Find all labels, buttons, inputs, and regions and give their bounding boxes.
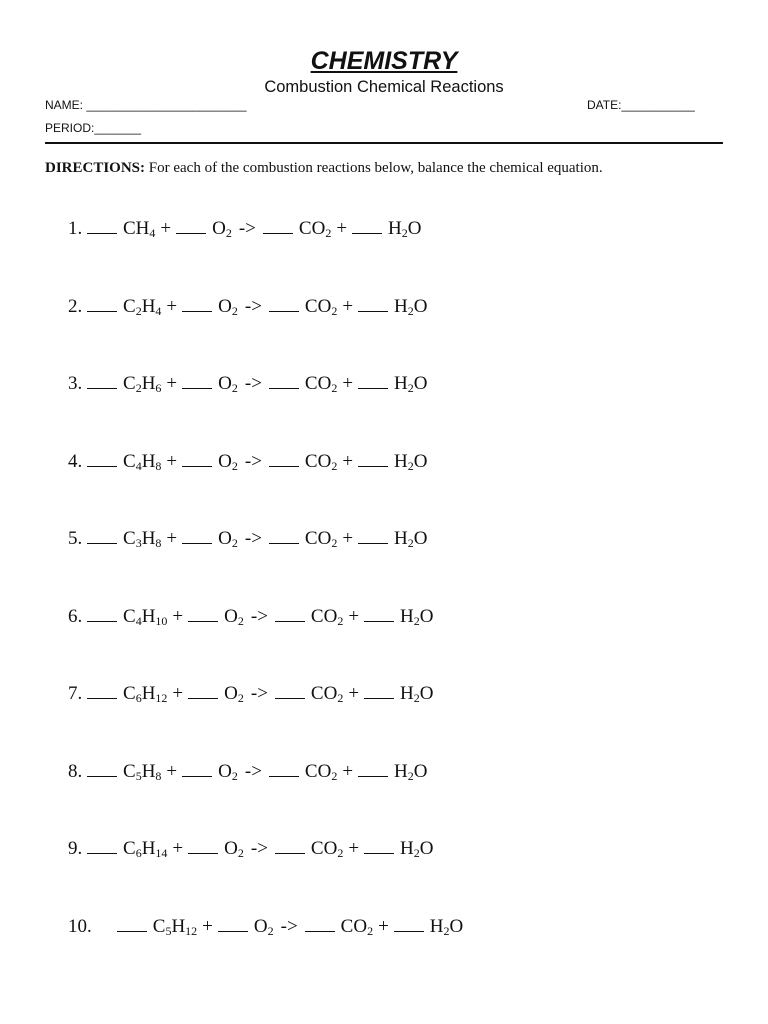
fuel-formula xyxy=(123,606,167,627)
equation-row xyxy=(68,682,434,706)
element-symbol: O xyxy=(419,683,434,704)
element-symbol: C xyxy=(152,915,166,937)
coefficient-blank[interactable] xyxy=(358,373,388,389)
coefficient-blank[interactable] xyxy=(352,218,382,234)
element-symbol: CO xyxy=(304,760,332,782)
coefficient-blank[interactable] xyxy=(87,218,117,234)
equation-row xyxy=(68,837,434,861)
element-symbol: O xyxy=(218,373,232,394)
page-subtitle: Combustion Chemical Reactions xyxy=(264,78,504,96)
plus-sign: + xyxy=(172,683,184,704)
element-symbol: H xyxy=(141,373,156,394)
coefficient-blank[interactable] xyxy=(188,838,218,854)
yields-arrow: -> xyxy=(244,373,262,394)
subscript: 2 xyxy=(267,923,274,938)
coefficient-blank[interactable] xyxy=(305,916,335,932)
coefficient-blank[interactable] xyxy=(182,296,212,312)
subscript: 2 xyxy=(413,691,420,705)
element-symbol: H xyxy=(141,450,156,472)
carbon-dioxide-formula xyxy=(311,606,343,627)
water-formula xyxy=(400,838,433,859)
plus-sign: + xyxy=(202,915,213,937)
water-formula xyxy=(400,683,433,704)
carbon-dioxide-formula xyxy=(305,761,337,782)
element-symbol: H xyxy=(141,760,156,782)
equation-row xyxy=(68,450,428,474)
equation-row xyxy=(68,527,428,551)
subscript: 6 xyxy=(135,846,142,860)
plus-sign: + xyxy=(342,295,354,317)
element-symbol: CO xyxy=(310,683,338,704)
subscript: 2 xyxy=(407,303,414,318)
yields-arrow: -> xyxy=(244,760,262,782)
element-symbol: O xyxy=(413,295,428,317)
fuel-formula xyxy=(123,683,167,704)
element-symbol: O xyxy=(224,605,238,627)
plus-sign: + xyxy=(342,760,354,782)
plus-sign: + xyxy=(378,915,389,937)
page-title: CHEMISTRY xyxy=(310,47,458,75)
coefficient-blank[interactable] xyxy=(182,761,212,777)
coefficient-blank[interactable] xyxy=(182,373,212,389)
water-formula xyxy=(388,218,421,239)
name-field[interactable]: NAME: ________________________ xyxy=(45,98,247,112)
coefficient-blank[interactable] xyxy=(188,606,218,622)
coefficient-blank[interactable] xyxy=(358,451,388,467)
element-symbol: H xyxy=(394,295,408,317)
equation-row xyxy=(68,605,434,629)
subscript: 2 xyxy=(401,226,408,240)
directions-label: DIRECTIONS: xyxy=(45,160,146,176)
subscript: 2 xyxy=(231,381,238,395)
coefficient-blank[interactable] xyxy=(364,683,394,699)
water-formula xyxy=(394,296,427,317)
element-symbol: H xyxy=(394,450,408,472)
equation-row xyxy=(68,217,422,241)
element-symbol: CO xyxy=(304,373,332,394)
water-formula xyxy=(394,761,427,782)
plus-sign: + xyxy=(342,373,354,394)
fuel-formula xyxy=(123,528,161,549)
equation-number: 7. xyxy=(68,683,83,704)
equation-number: 3. xyxy=(68,373,83,394)
subscript: 2 xyxy=(237,846,244,860)
element-symbol: C xyxy=(123,295,136,317)
coefficient-blank[interactable] xyxy=(87,296,117,312)
element-symbol: CO xyxy=(304,450,332,472)
subscript: 2 xyxy=(413,846,420,860)
yields-arrow: -> xyxy=(244,295,262,317)
element-symbol: O xyxy=(212,218,226,239)
subscript: 2 xyxy=(337,613,344,628)
coefficient-blank[interactable] xyxy=(176,218,206,234)
coefficient-blank[interactable] xyxy=(188,683,218,699)
fuel-formula xyxy=(123,761,161,782)
coefficient-blank[interactable] xyxy=(358,761,388,777)
equation-number: 8. xyxy=(68,760,83,782)
subscript: 14 xyxy=(155,846,168,860)
element-symbol: CO xyxy=(310,838,338,859)
element-symbol: O xyxy=(218,760,232,782)
element-symbol: O xyxy=(413,760,428,782)
plus-sign: + xyxy=(160,218,172,239)
coefficient-blank[interactable] xyxy=(269,451,299,467)
element-symbol: H xyxy=(394,528,408,549)
element-symbol: O xyxy=(224,683,238,704)
yields-arrow: -> xyxy=(238,218,256,239)
directions-text: For each of the combustion reactions below, balance the chemical equation. xyxy=(148,160,603,176)
element-symbol: H xyxy=(141,838,156,859)
element-symbol: C xyxy=(123,373,136,394)
yields-arrow: -> xyxy=(250,605,268,627)
plus-sign: + xyxy=(166,373,178,394)
subscript: 2 xyxy=(367,923,374,938)
plus-sign: + xyxy=(166,760,178,782)
element-symbol: C xyxy=(123,683,136,704)
subscript: 2 xyxy=(135,303,142,318)
subscript: 2 xyxy=(407,536,414,550)
oxygen-formula xyxy=(218,761,238,782)
element-symbol: CH xyxy=(123,218,150,239)
element-symbol: O xyxy=(407,218,422,239)
coefficient-blank[interactable] xyxy=(269,761,299,777)
subscript: 12 xyxy=(155,691,168,705)
equation-row xyxy=(68,760,428,784)
coefficient-blank[interactable] xyxy=(87,838,117,854)
subscript: 2 xyxy=(331,381,338,395)
subscript: 2 xyxy=(231,303,238,318)
oxygen-formula xyxy=(224,683,244,704)
element-symbol: O xyxy=(413,528,428,549)
subscript: 8 xyxy=(155,768,162,783)
water-formula xyxy=(430,916,463,937)
element-symbol: C xyxy=(123,760,136,782)
coefficient-blank[interactable] xyxy=(269,296,299,312)
subscript: 2 xyxy=(237,613,244,628)
element-symbol: H xyxy=(141,605,156,627)
subscript: 2 xyxy=(407,458,414,473)
subscript: 2 xyxy=(337,691,344,705)
element-symbol: O xyxy=(218,450,232,472)
coefficient-blank[interactable] xyxy=(275,683,305,699)
element-symbol: C xyxy=(123,838,136,859)
element-symbol: O xyxy=(419,838,434,859)
subscript: 2 xyxy=(337,846,344,860)
water-formula xyxy=(394,373,427,394)
plus-sign: + xyxy=(336,218,348,239)
equation-number: 1. xyxy=(68,218,83,239)
subscript: 2 xyxy=(413,613,420,628)
element-symbol: O xyxy=(413,450,428,472)
element-symbol: O xyxy=(218,295,232,317)
oxygen-formula xyxy=(254,916,274,937)
oxygen-formula xyxy=(218,296,238,317)
subscript: 2 xyxy=(331,536,338,550)
coefficient-blank[interactable] xyxy=(182,451,212,467)
coefficient-blank[interactable] xyxy=(358,528,388,544)
fuel-formula xyxy=(123,838,167,859)
coefficient-blank[interactable] xyxy=(117,916,147,932)
carbon-dioxide-formula xyxy=(305,451,337,472)
carbon-dioxide-formula xyxy=(305,296,337,317)
subscript: 2 xyxy=(407,381,414,395)
carbon-dioxide-formula xyxy=(341,916,373,937)
coefficient-blank[interactable] xyxy=(269,528,299,544)
element-symbol: C xyxy=(123,528,136,549)
yields-arrow: -> xyxy=(280,915,298,937)
yields-arrow: -> xyxy=(244,528,262,549)
carbon-dioxide-formula xyxy=(311,683,343,704)
element-symbol: H xyxy=(429,915,444,937)
equation-number: 2. xyxy=(68,295,83,317)
coefficient-blank[interactable] xyxy=(87,373,117,389)
element-symbol: CO xyxy=(310,605,338,627)
coefficient-blank[interactable] xyxy=(269,373,299,389)
water-formula xyxy=(400,606,433,627)
element-symbol: H xyxy=(400,605,414,627)
plus-sign: + xyxy=(166,295,178,317)
subscript: 5 xyxy=(135,768,142,783)
carbon-dioxide-formula xyxy=(299,218,331,239)
subscript: 4 xyxy=(135,613,142,628)
element-symbol: CO xyxy=(304,528,332,549)
equation-number: 9. xyxy=(68,838,83,859)
fuel-formula xyxy=(123,296,161,317)
element-symbol: H xyxy=(141,683,156,704)
oxygen-formula xyxy=(224,606,244,627)
equation-number: 5. xyxy=(68,528,83,549)
subscript: 2 xyxy=(407,768,414,783)
oxygen-formula xyxy=(218,373,238,394)
subscript: 4 xyxy=(155,303,162,318)
yields-arrow: -> xyxy=(250,683,268,704)
coefficient-blank[interactable] xyxy=(87,761,117,777)
fuel-formula xyxy=(123,451,161,472)
element-symbol: O xyxy=(449,915,464,937)
equation-number: 4. xyxy=(68,450,83,472)
coefficient-blank[interactable] xyxy=(275,838,305,854)
coefficient-blank[interactable] xyxy=(275,606,305,622)
coefficient-blank[interactable] xyxy=(87,451,117,467)
subscript: 2 xyxy=(443,923,450,938)
subscript: 6 xyxy=(135,691,142,705)
subscript: 2 xyxy=(231,536,238,550)
subscript: 6 xyxy=(155,381,162,395)
subscript: 4 xyxy=(149,226,156,240)
fuel-formula xyxy=(153,916,197,937)
element-symbol: H xyxy=(400,838,414,859)
fuel-formula xyxy=(123,218,155,239)
carbon-dioxide-formula xyxy=(305,373,337,394)
subscript: 2 xyxy=(225,226,232,240)
plus-sign: + xyxy=(348,683,360,704)
date-field[interactable]: DATE:___________ xyxy=(587,98,695,112)
equation-number: 6. xyxy=(68,605,83,627)
plus-sign: + xyxy=(342,450,354,472)
yields-arrow: -> xyxy=(244,450,262,472)
element-symbol: H xyxy=(394,373,408,394)
element-symbol: H xyxy=(394,760,408,782)
element-symbol: CO xyxy=(340,915,368,937)
element-symbol: O xyxy=(253,915,268,937)
coefficient-blank[interactable] xyxy=(364,838,394,854)
element-symbol: O xyxy=(413,373,428,394)
coefficient-blank[interactable] xyxy=(87,528,117,544)
subscript: 2 xyxy=(325,226,332,240)
plus-sign: + xyxy=(348,838,360,859)
subscript: 5 xyxy=(165,923,172,938)
oxygen-formula xyxy=(218,528,238,549)
element-symbol: O xyxy=(224,838,238,859)
subscript: 3 xyxy=(135,536,142,550)
subscript: 2 xyxy=(331,458,338,473)
element-symbol: CO xyxy=(298,218,326,239)
subscript: 2 xyxy=(237,691,244,705)
subscript: 12 xyxy=(185,923,198,938)
element-symbol: H xyxy=(400,683,414,704)
subscript: 2 xyxy=(231,458,238,473)
element-symbol: O xyxy=(218,528,232,549)
plus-sign: + xyxy=(172,838,184,859)
oxygen-formula xyxy=(212,218,232,239)
subscript: 10 xyxy=(155,613,168,628)
subscript: 2 xyxy=(331,768,338,783)
equation-row xyxy=(68,372,428,396)
element-symbol: C xyxy=(123,605,136,627)
subscript: 2 xyxy=(135,381,142,395)
coefficient-blank[interactable] xyxy=(218,916,248,932)
element-symbol: H xyxy=(388,218,402,239)
carbon-dioxide-formula xyxy=(305,528,337,549)
element-symbol: O xyxy=(419,605,434,627)
plus-sign: + xyxy=(166,528,178,549)
period-field[interactable]: PERIOD:_______ xyxy=(45,121,142,135)
plus-sign: + xyxy=(172,605,184,627)
oxygen-formula xyxy=(224,838,244,859)
fuel-formula xyxy=(123,373,161,394)
coefficient-blank[interactable] xyxy=(182,528,212,544)
coefficient-blank[interactable] xyxy=(87,606,117,622)
carbon-dioxide-formula xyxy=(311,838,343,859)
element-symbol: H xyxy=(141,528,156,549)
equation-row xyxy=(68,295,428,319)
coefficient-blank[interactable] xyxy=(358,296,388,312)
element-symbol: H xyxy=(171,915,186,937)
subscript: 8 xyxy=(155,458,162,473)
water-formula xyxy=(394,528,427,549)
coefficient-blank[interactable] xyxy=(87,683,117,699)
subscript: 2 xyxy=(331,303,338,318)
plus-sign: + xyxy=(342,528,354,549)
equation-number: 10. xyxy=(68,915,92,937)
element-symbol: C xyxy=(123,450,136,472)
coefficient-blank[interactable] xyxy=(364,606,394,622)
yields-arrow: -> xyxy=(250,838,268,859)
plus-sign: + xyxy=(166,450,178,472)
plus-sign: + xyxy=(348,605,360,627)
subscript: 8 xyxy=(155,536,162,550)
coefficient-blank[interactable] xyxy=(263,218,293,234)
equation-row xyxy=(68,915,463,939)
water-formula xyxy=(394,451,427,472)
element-symbol: CO xyxy=(304,295,332,317)
oxygen-formula xyxy=(218,451,238,472)
subscript: 2 xyxy=(231,768,238,783)
element-symbol: H xyxy=(141,295,156,317)
subscript: 4 xyxy=(135,458,142,473)
coefficient-blank[interactable] xyxy=(394,916,424,932)
